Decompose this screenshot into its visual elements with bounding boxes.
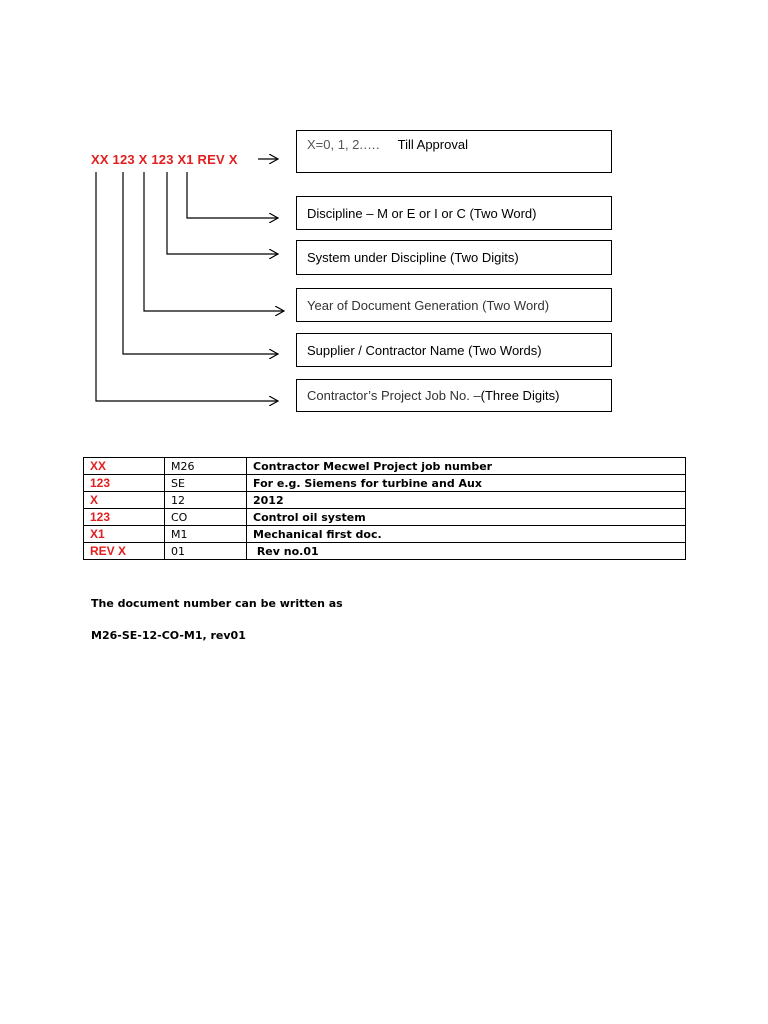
statement-text: The document number can be written as: [91, 597, 343, 610]
table-cell-code: REV X: [84, 543, 165, 560]
arrow-discipline: [187, 172, 278, 218]
table-cell-description: Mechanical first doc.: [247, 526, 686, 543]
table-cell-code: XX: [84, 458, 165, 475]
table-cell-description: Rev no.01: [247, 543, 686, 560]
example-document-number: M26-SE-12-CO-M1, rev01: [91, 629, 246, 642]
table-cell-value: M26: [165, 458, 247, 475]
code-legend-table: [83, 457, 686, 560]
box-revision-values: X=0, 1, 2.….: [307, 137, 380, 152]
box-year: [296, 288, 612, 322]
box-supplier-label: Supplier / Contractor Name (Two Words): [307, 342, 542, 358]
table-cell-value: 01: [165, 543, 247, 560]
table-cell-value: SE: [165, 475, 247, 492]
arrow-system: [167, 172, 278, 254]
table-cell-value: M1: [165, 526, 247, 543]
table-cell-value: CO: [165, 509, 247, 526]
box-revision: [296, 130, 612, 173]
box-job-no-label: Contractor’s Project Job No. –: [307, 388, 481, 403]
box-job-no: [296, 379, 612, 412]
table-cell-value: 12: [165, 492, 247, 509]
document-code-format: XX 123 X 123 X1 REV X: [91, 152, 238, 167]
arrow-year: [144, 172, 284, 311]
table-cell-description: Contractor Mecwel Project job number: [247, 458, 686, 475]
table-row: [84, 475, 686, 492]
table-row: [84, 543, 686, 560]
table-cell-code: X: [84, 492, 165, 509]
table-cell-description: 2012: [247, 492, 686, 509]
box-supplier: [296, 333, 612, 367]
table-row: [84, 509, 686, 526]
table-cell-code: 123: [84, 475, 165, 492]
box-discipline-label: Discipline – M or E or I or C (Two Word): [307, 205, 537, 221]
box-system: [296, 240, 612, 275]
box-discipline: [296, 196, 612, 230]
table-cell-code: 123: [84, 509, 165, 526]
table-cell-code: X1: [84, 526, 165, 543]
table-row: [84, 492, 686, 509]
table-row: [84, 458, 686, 475]
box-year-label: Year of Document Generation (Two Word): [307, 297, 550, 313]
box-revision-label: Till Approval: [397, 137, 468, 152]
table-cell-description: For e.g. Siemens for turbine and Aux: [247, 475, 686, 492]
box-job-no-digits: (Three Digits): [480, 388, 560, 403]
table-row: [84, 526, 686, 543]
arrow-supplier: [123, 172, 278, 354]
table-cell-description: Control oil system: [247, 509, 686, 526]
box-system-label: System under Discipline (Two Digits): [307, 250, 519, 265]
